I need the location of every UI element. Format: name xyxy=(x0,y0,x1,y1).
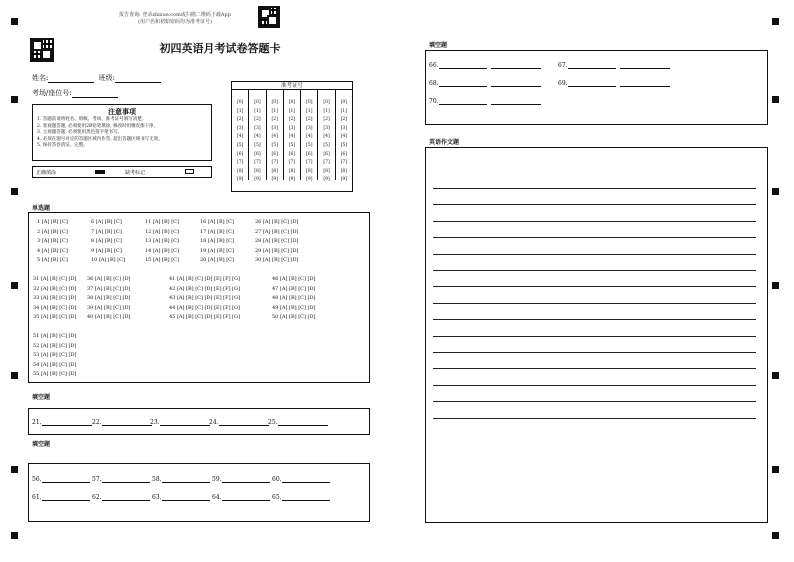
composition-label: 英语作文题 xyxy=(429,139,460,146)
answer-blank[interactable] xyxy=(491,98,541,105)
choice-question[interactable]: 54 [A] [B] [C] [D] xyxy=(33,361,77,368)
choice-question[interactable]: 39 [A] [B] [C] [D] xyxy=(87,304,131,311)
answer-blank[interactable] xyxy=(222,476,270,483)
exam-number-column xyxy=(249,90,266,183)
exam-digit-bubble[interactable]: [0] xyxy=(306,100,313,105)
exam-digit-bubble[interactable]: [6] xyxy=(306,151,313,157)
report-query-line2: (用户名和初始密码均为准考证号) xyxy=(138,19,212,25)
fill-blank-item[interactable] xyxy=(429,80,541,87)
fill-blank-item[interactable] xyxy=(429,98,541,105)
exam-digit-bubble[interactable]: [2] xyxy=(323,117,330,123)
fill-blank-item[interactable] xyxy=(429,62,541,69)
answer-blank[interactable] xyxy=(620,80,670,87)
question-number: 60. xyxy=(272,476,282,483)
single-choice-label: 单选题 xyxy=(32,205,51,212)
composition-writing-line[interactable] xyxy=(433,188,756,189)
exam-digit-bubble[interactable]: [7] xyxy=(323,160,330,166)
exam-digit-bubble[interactable]: [1] xyxy=(271,108,278,114)
registration-mark-bottom-right xyxy=(772,532,779,539)
choice-question[interactable]: 40 [A] [B] [C] [D] xyxy=(87,314,131,321)
notice-item: 2. 客观题答题, 必须使用2B铅笔填涂, 修改时用橡皮擦干净。 xyxy=(37,123,159,129)
exam-digit-bubble[interactable]: [2] xyxy=(306,117,313,123)
answer-blank[interactable] xyxy=(162,476,210,483)
choice-question[interactable]: 51 [A] [B] [C] [D] xyxy=(33,333,77,339)
choice-question[interactable]: 37 [A] [B] [C] [D] xyxy=(87,285,131,292)
exam-digit-bubble[interactable]: [9] xyxy=(323,177,330,183)
question-number: 22. xyxy=(92,419,102,426)
seat-field[interactable] xyxy=(32,88,118,98)
choice-question[interactable]: 33 [A] [B] [C] [D] xyxy=(33,295,77,302)
choice-question[interactable]: 17 [A] [B] [C] xyxy=(200,228,234,235)
choice-question[interactable]: 52 [A] [B] [C] [D] xyxy=(33,342,77,349)
fill-blank-item[interactable] xyxy=(558,62,670,69)
choice-question[interactable]: 46 [A] [B] [C] [D] xyxy=(272,276,316,282)
exam-digit-bubble[interactable]: [3] xyxy=(323,125,330,131)
choice-question[interactable]: 38 [A] [B] [C] [D] xyxy=(87,295,131,302)
registration-mark-top-right xyxy=(772,18,779,25)
exam-digit-bubble[interactable]: [5] xyxy=(271,142,278,148)
choice-question[interactable]: 6 [A] [B] [C] xyxy=(91,219,122,225)
exam-digit-bubble[interactable]: [6] xyxy=(288,151,296,157)
notice-item: 4. 必须在题号对应的答题区域内作答, 超出答题区域书写无效。 xyxy=(37,136,163,142)
absent-mark-checkbox[interactable] xyxy=(185,169,194,174)
question-number: 24. xyxy=(209,419,219,426)
side-mark-left xyxy=(11,188,18,195)
notice-item: 3. 主观题答题, 必须使用黑色签字笔书写。 xyxy=(37,130,123,136)
exam-digit-bubble[interactable]: [9] xyxy=(271,177,278,183)
exam-digit-bubble[interactable]: [5] xyxy=(288,142,296,148)
side-mark-left xyxy=(11,372,18,379)
app-qr-code-icon xyxy=(258,6,280,28)
fill-blank-3-box xyxy=(425,50,768,125)
fill-blank-2-label: 填空题 xyxy=(32,441,51,448)
composition-writing-line[interactable] xyxy=(433,352,756,353)
choice-question[interactable]: 12 [A] [B] [C] xyxy=(145,228,179,235)
exam-digit-bubble[interactable]: [1] xyxy=(306,108,313,114)
exam-digit-bubble[interactable]: [9] xyxy=(288,177,296,183)
choice-question[interactable]: 29 [A] [B] [C] [D] xyxy=(255,247,299,254)
answer-blank[interactable] xyxy=(162,494,210,501)
composition-writing-line[interactable] xyxy=(433,401,756,402)
question-number: 25. xyxy=(268,419,278,426)
fill-blank-item[interactable] xyxy=(32,419,92,426)
exam-digit-bubble[interactable]: [8] xyxy=(254,168,261,174)
exam-digit-bubble[interactable]: [8] xyxy=(288,168,296,174)
answer-blank[interactable] xyxy=(620,62,670,69)
exam-number-column xyxy=(336,90,352,183)
exam-digit-bubble[interactable]: [6] xyxy=(254,151,261,157)
composition-writing-line[interactable] xyxy=(433,303,756,304)
choice-question[interactable]: 48 [A] [B] [C] [D] xyxy=(272,295,316,302)
composition-writing-line[interactable] xyxy=(433,319,756,320)
choice-question[interactable]: 36 [A] [B] [C] [D] xyxy=(87,276,131,282)
composition-writing-line[interactable] xyxy=(433,385,756,386)
fill-blank-item[interactable] xyxy=(268,419,328,426)
exam-digit-bubble[interactable]: [0] xyxy=(254,100,261,105)
choice-question[interactable]: 35 [A] [B] [C] [D] xyxy=(33,314,77,321)
fill-blank-3-label: 填空题 xyxy=(429,42,448,49)
exam-digit-bubble[interactable]: [5] xyxy=(306,142,313,148)
exam-digit-bubble[interactable]: [5] xyxy=(254,142,261,148)
exam-number-column xyxy=(301,90,318,183)
exam-digit-bubble[interactable]: [0] xyxy=(236,100,244,105)
answer-blank[interactable] xyxy=(491,62,541,69)
choice-question[interactable]: 15 [A] [B] [C] xyxy=(145,257,179,264)
answer-blank[interactable] xyxy=(42,476,90,483)
exam-digit-bubble[interactable]: [7] xyxy=(236,160,244,166)
exam-digit-bubble[interactable]: [7] xyxy=(288,160,296,166)
single-choice-box xyxy=(28,212,370,383)
exam-digit-bubble[interactable]: [3] xyxy=(254,125,261,131)
notice-item: 5. 保持答卷清洁、完整。 xyxy=(37,143,88,149)
choice-question[interactable]: 49 [A] [B] [C] [D] xyxy=(272,304,316,311)
exam-digit-bubble[interactable]: [5] xyxy=(323,142,330,148)
notice-title: 注意事项 xyxy=(108,107,136,116)
question-number: 23. xyxy=(150,419,160,426)
answer-blank[interactable] xyxy=(439,80,487,87)
choice-question[interactable]: 47 [A] [B] [C] [D] xyxy=(272,285,316,292)
exam-digit-bubble[interactable]: [4] xyxy=(271,134,278,140)
choice-question[interactable]: 26 [A] [B] [C] [D] xyxy=(255,219,299,225)
choice-question[interactable]: 14 [A] [B] [C] xyxy=(145,247,179,254)
question-number: 57. xyxy=(92,476,102,483)
choice-question[interactable]: 18 [A] [B] [C] xyxy=(200,238,234,245)
fill-blank-item[interactable] xyxy=(558,80,670,87)
fill-blank-item[interactable] xyxy=(152,494,210,501)
question-number: 68. xyxy=(429,80,439,87)
exam-digit-bubble[interactable]: [0] xyxy=(288,100,296,105)
exam-digit-bubble[interactable]: [9] xyxy=(254,177,261,183)
exam-digit-bubble[interactable]: [1] xyxy=(288,108,296,114)
composition-writing-line[interactable] xyxy=(433,237,756,238)
question-number: 58. xyxy=(152,476,162,483)
choice-question[interactable]: 8 [A] [B] [C] xyxy=(91,238,122,245)
exam-digit-bubble[interactable]: [6] xyxy=(323,151,330,157)
answer-blank[interactable] xyxy=(102,419,152,426)
choice-question[interactable]: 50 [A] [B] [C] [D] xyxy=(272,314,316,321)
fill-blank-item[interactable] xyxy=(32,476,90,483)
exam-digit-bubble[interactable]: [1] xyxy=(254,108,261,114)
exam-digit-bubble[interactable]: [5] xyxy=(236,142,244,148)
exam-digit-bubble[interactable]: [7] xyxy=(271,160,278,166)
answer-blank[interactable] xyxy=(219,419,269,426)
composition-writing-line[interactable] xyxy=(433,204,756,205)
question-number: 62. xyxy=(92,494,102,501)
answer-blank[interactable] xyxy=(102,494,150,501)
exam-digit-bubble[interactable]: [4] xyxy=(236,134,244,140)
exam-digit-bubble[interactable]: [8] xyxy=(236,168,244,174)
exam-digit-bubble[interactable]: [9] xyxy=(306,177,313,183)
question-number: 70. xyxy=(429,98,439,105)
fill-blank-item[interactable] xyxy=(150,419,210,426)
answer-blank[interactable] xyxy=(282,476,330,483)
fill-blank-item[interactable] xyxy=(32,494,90,501)
composition-writing-line[interactable] xyxy=(433,418,756,419)
exam-number-title: 准考证号 xyxy=(232,82,352,90)
exam-number-column xyxy=(267,90,284,183)
exam-digit-bubble[interactable]: [9] xyxy=(236,177,244,183)
exam-digit-bubble[interactable]: [2] xyxy=(340,117,348,123)
choice-question[interactable]: 41 [A] [B] [C] [D] [E] [F] [G] xyxy=(169,276,241,282)
choice-question[interactable]: 43 [A] [B] [C] [D] [E] [F] [G] xyxy=(169,295,241,302)
choice-question[interactable]: 31 [A] [B] [C] [D] xyxy=(33,276,77,282)
answer-blank[interactable] xyxy=(160,419,210,426)
composition-writing-line[interactable] xyxy=(433,368,756,369)
choice-question[interactable]: 2 [A] [B] [C] xyxy=(37,228,68,235)
exam-digit-bubble[interactable]: [8] xyxy=(323,168,330,174)
exam-digit-bubble[interactable]: [7] xyxy=(254,160,261,166)
fill-blank-item[interactable] xyxy=(272,476,330,483)
exam-digit-bubble[interactable]: [4] xyxy=(288,134,296,140)
side-mark-right xyxy=(772,188,779,195)
choice-question[interactable]: 11 [A] [B] [C] xyxy=(145,219,179,225)
question-number: 67. xyxy=(558,62,568,69)
question-number: 63. xyxy=(152,494,162,501)
page-title: 初四英语月考试卷答题卡 xyxy=(159,42,281,55)
fill-blank-1-label: 填空题 xyxy=(32,394,51,401)
composition-writing-line[interactable] xyxy=(433,270,756,271)
fill-blank-item[interactable] xyxy=(92,494,150,501)
question-number: 56. xyxy=(32,476,42,483)
report-query-line1: 报告查询: 登录zhixue.com或扫描二维码下载App xyxy=(119,12,231,18)
choice-question[interactable]: 42 [A] [B] [C] [D] [E] [F] [G] xyxy=(169,285,241,292)
notice-item: 1. 答题前请将姓名、班级、考场、准考证号填写清楚。 xyxy=(37,117,147,122)
exam-digit-bubble[interactable]: [0] xyxy=(340,100,348,105)
side-mark-right xyxy=(772,466,779,473)
choice-question[interactable]: 7 [A] [B] [C] xyxy=(91,228,122,235)
exam-number-column xyxy=(284,90,301,183)
exam-number-column xyxy=(232,90,249,183)
exam-digit-bubble[interactable]: [7] xyxy=(340,160,348,166)
exam-digit-bubble[interactable]: [2] xyxy=(288,117,296,123)
choice-question[interactable]: 28 [A] [B] [C] [D] xyxy=(255,238,299,245)
name-field[interactable] xyxy=(32,73,161,83)
fill-blank-item[interactable] xyxy=(212,494,270,501)
answer-blank[interactable] xyxy=(42,494,90,501)
fill-legend-box xyxy=(32,166,212,178)
correct-fill-label: 正确填涂 xyxy=(36,170,57,176)
choice-question[interactable]: 34 [A] [B] [C] [D] xyxy=(33,304,77,311)
choice-question[interactable]: 16 [A] [B] [C] xyxy=(200,219,234,225)
side-mark-right xyxy=(772,282,779,289)
exam-digit-bubble[interactable]: [4] xyxy=(323,134,330,140)
choice-question[interactable]: 45 [A] [B] [C] [D] [E] [F] [G] xyxy=(169,314,241,321)
question-number: 64. xyxy=(212,494,222,501)
answer-blank[interactable] xyxy=(568,62,616,69)
exam-digit-bubble[interactable]: [3] xyxy=(236,125,244,131)
side-mark-left xyxy=(11,466,18,473)
exam-number-grid xyxy=(231,81,353,192)
choice-question[interactable]: 53 [A] [B] [C] [D] xyxy=(33,352,77,359)
exam-digit-bubble[interactable]: [5] xyxy=(340,142,348,148)
question-number: 61. xyxy=(32,494,42,501)
exam-digit-bubble[interactable]: [2] xyxy=(236,117,244,123)
report-query-note xyxy=(100,12,250,26)
exam-digit-bubble[interactable]: [4] xyxy=(254,134,261,140)
side-mark-right xyxy=(772,96,779,103)
exam-digit-bubble[interactable]: [0] xyxy=(323,100,330,105)
fill-blank-item[interactable] xyxy=(92,476,150,483)
answer-blank[interactable] xyxy=(42,419,92,426)
exam-digit-bubble[interactable]: [7] xyxy=(306,160,313,166)
registration-mark-bottom-left xyxy=(11,532,18,539)
exam-digit-bubble[interactable]: [3] xyxy=(340,125,348,131)
composition-writing-line[interactable] xyxy=(433,336,756,337)
fill-blank-1-box xyxy=(28,408,370,435)
choice-question[interactable]: 44 [A] [B] [C] [D] [E] [F] [G] xyxy=(169,304,241,311)
exam-digit-bubble[interactable]: [6] xyxy=(271,151,278,157)
question-number: 66. xyxy=(429,62,439,69)
question-number: 65. xyxy=(272,494,282,501)
exam-digit-bubble[interactable]: [3] xyxy=(306,125,313,131)
exam-number-columns xyxy=(232,90,352,183)
fill-blank-item[interactable] xyxy=(272,494,330,501)
answer-blank[interactable] xyxy=(439,98,487,105)
choice-question[interactable]: 10 [A] [B] [C] xyxy=(91,257,125,264)
question-number: 59. xyxy=(212,476,222,483)
answer-blank[interactable] xyxy=(439,62,487,69)
fill-blank-item[interactable] xyxy=(92,419,152,426)
fill-blank-item[interactable] xyxy=(152,476,210,483)
fill-blank-item[interactable] xyxy=(212,476,270,483)
exam-digit-bubble[interactable]: [6] xyxy=(236,151,244,157)
answer-blank[interactable] xyxy=(278,419,328,426)
answer-blank[interactable] xyxy=(491,80,541,87)
exam-digit-bubble[interactable]: [3] xyxy=(271,125,278,131)
answer-blank[interactable] xyxy=(568,80,616,87)
answer-blank[interactable] xyxy=(222,494,270,501)
choice-question[interactable]: 13 [A] [B] [C] xyxy=(145,238,179,245)
exam-digit-bubble[interactable]: [0] xyxy=(271,100,278,105)
exam-digit-bubble[interactable]: [1] xyxy=(340,108,348,114)
correct-fill-sample-icon xyxy=(95,170,105,174)
fill-blank-item[interactable] xyxy=(209,419,269,426)
exam-digit-bubble[interactable]: [9] xyxy=(340,177,348,183)
question-number: 21. xyxy=(32,419,42,426)
exam-digit-bubble[interactable]: [1] xyxy=(323,108,330,114)
choice-question[interactable]: 19 [A] [B] [C] xyxy=(200,247,234,254)
answer-blank[interactable] xyxy=(282,494,330,501)
exam-digit-bubble[interactable]: [8] xyxy=(340,168,348,174)
exam-number-column xyxy=(318,90,335,183)
choice-question[interactable]: 9 [A] [B] [C] xyxy=(91,247,122,254)
choice-question[interactable]: 30 [A] [B] [C] [D] xyxy=(255,257,299,264)
choice-question[interactable]: 32 [A] [B] [C] [D] xyxy=(33,285,77,292)
student-qr-code-icon xyxy=(30,38,54,62)
choice-question[interactable]: 1 [A] [B] [C] xyxy=(37,219,68,225)
composition-writing-line[interactable] xyxy=(433,221,756,222)
side-mark-right xyxy=(772,372,779,379)
absent-mark-label: 缺考标记 xyxy=(125,170,146,176)
side-mark-left xyxy=(11,96,18,103)
exam-digit-bubble[interactable]: [4] xyxy=(340,134,348,140)
notice-box xyxy=(32,104,212,161)
side-mark-left xyxy=(11,282,18,289)
exam-digit-bubble[interactable]: [8] xyxy=(271,168,278,174)
exam-digit-bubble[interactable]: [8] xyxy=(306,168,313,174)
choice-question[interactable]: 4 [A] [B] [C] xyxy=(37,247,68,254)
choice-question[interactable]: 27 [A] [B] [C] [D] xyxy=(255,228,299,235)
answer-blank[interactable] xyxy=(102,476,150,483)
question-number: 69. xyxy=(558,80,568,87)
class-label: 班级: xyxy=(98,74,115,82)
registration-mark-top-left xyxy=(11,18,18,25)
choice-question[interactable]: 5 [A] [B] [C] xyxy=(37,257,68,264)
fill-blank-2-box xyxy=(28,463,370,522)
exam-digit-bubble[interactable]: [1] xyxy=(236,108,244,114)
choice-question[interactable]: 55 [A] [B] [C] [D] xyxy=(33,371,77,378)
name-label: 姓名: xyxy=(32,74,49,82)
exam-digit-bubble[interactable]: [2] xyxy=(254,117,261,123)
exam-digit-bubble[interactable]: [6] xyxy=(340,151,348,157)
seat-label: 考场/座位号: xyxy=(32,89,72,97)
choice-question[interactable]: 20 [A] [B] [C] xyxy=(200,257,234,264)
exam-digit-bubble[interactable]: [2] xyxy=(271,117,278,123)
choice-question[interactable]: 3 [A] [B] [C] xyxy=(37,238,68,245)
composition-writing-line[interactable] xyxy=(433,254,756,255)
exam-digit-bubble[interactable]: [3] xyxy=(288,125,296,131)
composition-writing-line[interactable] xyxy=(433,286,756,287)
exam-digit-bubble[interactable]: [4] xyxy=(306,134,313,140)
